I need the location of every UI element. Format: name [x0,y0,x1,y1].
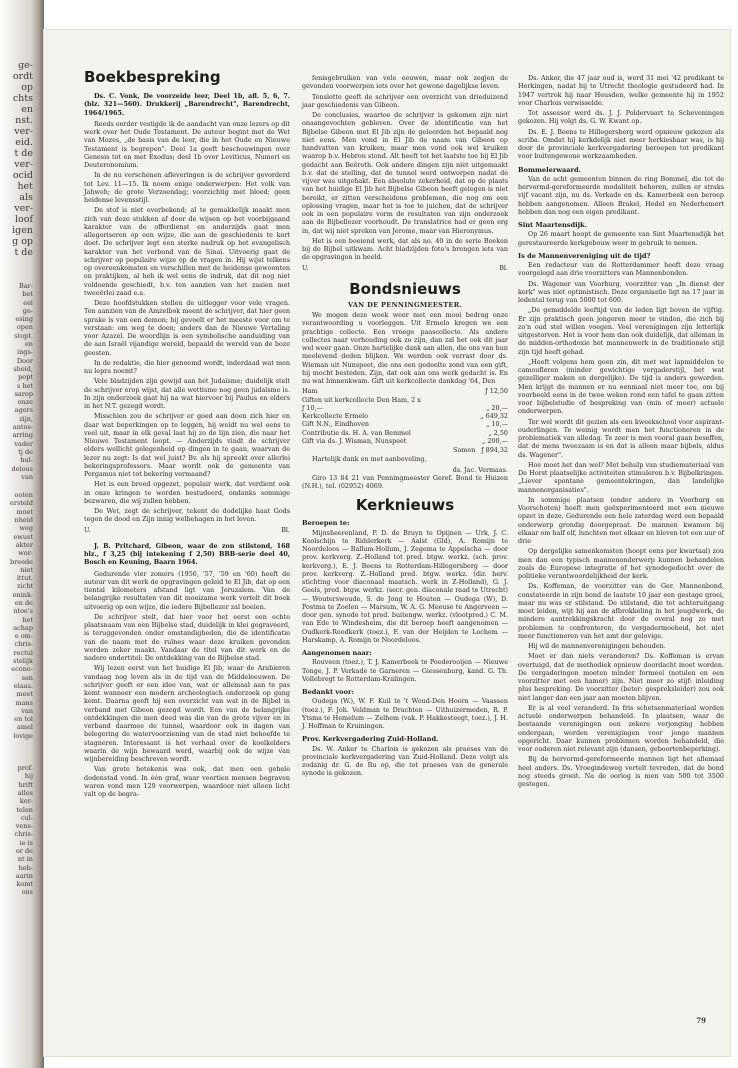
left-page-text-fragment: mans [15,698,33,707]
left-page-text-fragment: or de [15,847,33,855]
boekbespreking-heading: Boekbespreking [84,68,221,86]
left-page-text-fragment: en tol [14,715,33,724]
bommelerwaard-heading: Bommelerwaard. [518,165,581,174]
ledger-amount: „ 649,32 [480,412,508,420]
review-vonk-body [84,120,290,524]
ledger-row [302,387,508,395]
left-page-text-fragment: ver- [14,159,33,170]
review-pritchard-continued [302,74,508,262]
paragraph: Hij wil de mannenverenigingen behouden. [528,642,666,650]
review-pritchard-body [84,570,290,799]
left-page-text-fragment: niet [20,565,33,574]
donation-ledger [302,387,508,445]
paragraph: Moet er dan niets veranderen? Ds. Koffeman is ervan overtuigd, dat de methodiek opnieuw doordacht moet worden. De vergaderingen moeten minder formeel (notulen en een voorzitter met een hamer) zijn. Niet meer zo stijf: inleiding plus bespreking. De voorzitter (beter: gespreksleider) zou ook niet langer dan een jaar aan moeten blijven. [518,652,724,702]
left-page-text-fragment: ittut. [16,574,33,583]
left-page-text-fragment: en de [14,598,33,607]
left-page-text-fragment: econo- [11,665,33,674]
left-page-text-fragment: popt [18,373,33,382]
left-page-text-fragment: ver- [14,203,33,214]
left-page-text-fragment: ons [21,888,33,897]
left-page-text-fragment: ntoe's [13,607,33,616]
column-1 [84,66,290,800]
paragraph: Deze hoofdstukken stellen de uitlegger voor vele vragen. Ten aanzien van de Amzelbok meent de schrijver, dat hier geen sprake is van een demon; hij gevoelt er het meeste voor om te verstaan: om weg te doen; anders dan de Nieuwe Vertaling voor Azazel. De woordlijn is een symbolische aanduiding van de aan Israël vijandige wereld, bepaald de wereld van de boze geesten. [84,299,290,357]
left-page-text-fragment: cul- [20,813,33,822]
left-page-text-fragment: arring [12,431,33,440]
book-reference-vonk: Ds. C. Vonk, De voorzeide leer, Deel 1b, afl. 5, 6, 7. (blz. 321—560). Drukkerij „Barendrecht", Barendrecht, 1964/1965. [84,92,290,117]
left-page-text-fragment: agers [14,406,33,415]
paragraph: Gedurende vier zomers (1956, '57, '59 en '60) heeft de auteur van dit werk de opgravingen geleid te El Jib, dat op een tiental kilometers afstand ligt van Jeruzalem. Van de belangrijke resultaten van dit moeizame werk vertelt dit boek uitvoerig op een wijze, die iedere Bijbellezer zal boeien. [84,569,290,611]
paragraph: Vele bladzijden zijn gewijd aan het Judaïsme; duidelijk stelt de schrijver erop wijst, dat alle wettisme nog geen judaïsme is. In zijn onderzoek gaat hij na wat hiervoor bij Paulus en elders in het N.T. gezegd wordt. [84,377,290,410]
paragraph: De Wet, zegt de schrijver, tekent de dodelijke haat Gods tegen de dood en Zijn innig welbehagen in het leven. [84,507,290,524]
ledger-label: Contributie ds. H. A. van Bemmel [302,428,411,437]
left-page-text-fragment: sheid, [13,364,33,373]
book-reference-pritchard: J. B. Pritchard, Gibeon, waar de zon stilstond, 168 blz., f 3,25 (bij intekening f 2,50) BBB-serie deel 40, Bosch en Keuning, Baarn 1964. [84,541,290,567]
left-page-text-fragment: het [17,181,33,192]
sint-maartensdijk-text: Op 26 maart hoopt de gemeente van Sint Maartensdijk het gerestaureerde kerkgebouw weer in gebruik te nemen. [518,230,724,247]
kerknieuws-heading: Kerknieuws [355,496,455,515]
paragraph: We mogen deze week weer met een mooi bedrag onze verantwoording u voorleggen. Uit Ermelo kregen we een prachtige collecte. Een vroege paascollecte. Als andere collectes naar verhouding ook zo zijn, dan zal het ook dit jaar wel weer gaan. Onze hartelijke dank aan allen, die ons van hun meelevend deden blijken. We werden ook verrast door ds. Wieman uit Nunspeet, die ons een gedeelte zond van een gift, hij mocht besteden. Zijn, dat ook aan ons werk gedacht is. En nu wat binnenkwam. Gift uit kerkcollecte dankdag '64, Den [302,311,508,385]
left-page-text-fragment: telen [16,805,33,814]
left-page-text-fragment: van [21,706,33,715]
beroepen-heading: Beroepen te: [302,519,350,528]
left-page-text-fragment: rectul [13,648,33,657]
signature-initial: U. [84,525,91,534]
left-page-text-fragment: Bar- [19,282,33,290]
left-page-text-fragment: akter [15,540,33,549]
paragraph: De schrijver stelt, dat hier voor het eerst een echte plaatsnaam van een Bijbelse stad, duidelijk in klei gegraveerd, is teruggevonden onder omstandigheden, die de identificatie van de naam met de ruïnes waar deze kruiken gevonden werden zeker maakt. Vandaar de titel van dit werk en de nadere ondertitel: De ontdekking van de Bijbelse stad. [84,612,290,662]
review-signature [84,526,290,534]
aangenomen-text: Rouveen (toez.), T. J. Kamerbeek te Poederooijen — Nieuwe Tonge, J. P. Verkade te Garneren — Giessenburg, kand. G. Th. Vollebregt te Rotterdam-Kralingen. [302,658,508,683]
paragraph: Bij de hervormd-gereformeerde mannen ligt het allemaal heel anders. Ds. Vroegindeweg vertelt tevreden, dat de bond nog steeds groeit. Na de oorlog is men van 500 tot 3500 gestegen. [518,755,724,788]
left-page-text-fragment: chris- [14,830,33,839]
left-page-text-fragment: eid. [15,137,33,148]
left-page-text-fragment: eel [23,298,33,307]
bedankt-text: Oudega (W.), W. F. Kuil te 't Woud-Den Hoorn — Vaassen (toez.), F. Joh. Veldman te Drachten — Uithuizermeden, R. P. Ytsma te Hemelum — Zelhem (vak. P. Hakkesteegt, toez.), J. H. J. Hoffman te Kruiningen. [302,697,508,730]
paragraph: Ds. E. J. Beens te Hillegersberg werd opnieuw gekozen als scriba. Omdat hij kerkdelijk niet meer herkiesbaar was, is hij door de provinciale kerkvergadering beroepen tot predikant voor buitengewone werkzaamheden. [518,127,724,161]
paragraph: Ds. Koffeman, de voorzitter van de Ger. Mannenbond, constateerde in zijn bond de laatste 10 jaar een gestage groei, maar nu was er stilstand. De stilstand, die tot achteruitgang moet leiden, wijt hij aan de afbrokkeling in het jeugdwerk, de mindere aantrekkingskracht door de overal nog zo met problemen te confronteren, de vergadermoeheid, het niet meer functioneren van het amt der gelovige. [518,582,724,640]
paragraph: Ter wel wordt dit gezien als een kweekschool voor aspirant-ouderlingen. Te weinig wordt men het functioneren in de problematiek van alledag. Te zeer is men vooral gaan beseffen, dat de mens tweezaam is en dat is alleen maar bijbels, aldus ds. Wagener". [518,417,724,459]
total-amount: ƒ 894,32 [481,446,508,454]
left-page-text-fragment: loof [15,214,33,225]
left-page-text-fragment: en [21,104,33,115]
left-page-text-fragment: tj de [18,447,33,456]
thanks-line: Hartelijk dank en met aanbeveling, [312,455,427,464]
left-page-text-fragment: chts [12,93,33,104]
paragraph: fenisgebruiken van vele eeuwen, maar ook zegjen de gevonden voorwerpen iets over het gewone dagelijkse leven. [302,74,508,91]
ledger-label: Gift via ds. J. Wisman, Nunspeet [302,436,407,445]
left-page-text-fragment: hul- [20,456,33,465]
thanks-signature: ds. Jac. Vermaas. [452,465,508,474]
paragraph: Misschien zou de schrijver er goed aan doen zich hier en daar wat beperkingen op te leggen, hij weidt nu wel eens te veel uit, maar in elk geval laat hij zo de lijn zien, die naar het Nieuwe Testament loopt. — Anderzijds vindt de schrijver elders wellicht gelegenheid op dingen in te gaan, waarvan de lezer nu zegt: Is dat wel juist? Bv. als hij spreekt over allerlei bekeringsprofessors. Maar wordt ook de gemeente van Pergamus niet tot bekering vermaand? [84,412,290,478]
left-page-text-fragment: amel [17,723,33,732]
signature-author: Bl. [281,525,290,534]
paragraph: Op dergelijke samenkomsten (hoopt eens per kwartaal) zou men dan een typisch mannenonderwerp kunnen behandelen zoals de Europese integratie of het synodegedocht over de politieke verantwoordelijkheid der kerk. [518,547,724,580]
ledger-label: Ham [302,387,318,396]
left-page-text-fragment: onink- [12,590,33,599]
left-page-text-fragment: heb- [18,863,33,872]
bondsnieuws-body [302,311,508,385]
left-page-text-fragment: stopt. [14,331,33,340]
paragraph: Van grote betekenis was ook, dat men een gehele dodenstad vond. In één graf, waar veertien mensen begraven waren vond men 129 voorwerpen, waardoor niet alleen licht valt op de begra- [84,765,290,798]
paragraph: Ds. Anker, die 47 jaar oud is, werd 31 mei '42 predikant te Herkingen, nadat hij te Utrecht theologie gestudeerd had. In 1947 vertrok hij naar Heusden, welke gemeente hij in 1952 voor Charlois verwisselde. [518,74,724,107]
left-page-text-fragment: nheid [14,516,33,525]
ledger-amount: „ 20,— [486,403,508,412]
left-page-text-fragment: ewust [13,532,33,541]
paragraph: Hoe moet het dan wel? Met behulp van studiemateriaal van De Horst plaatselijke activiteiten stimuleren b.v. Bijbelkringen. „Liever spontane gemeentekringen, dan landelijke mannenorganisaties". [518,460,724,494]
signature-author: Bl. [499,263,508,272]
column-3 [518,74,724,790]
left-page-text-fragment: vader [14,439,33,448]
prov-kerkvergadering-heading: Prov. Kerkvergadering Zuid-Holland. [302,735,439,744]
paragraph: Tenslotte geeft de schrijver een overzicht van drieduizend jaar geschiedenis van Gibeon. [302,92,508,109]
left-page-text-fragment: breede [10,557,33,566]
paragraph: Een redacteur van de Rotterdammer heeft deze vraag voorgelegd aan drie voorzitters van Mannenbonden. [518,261,724,278]
left-page-text-fragment: e om- [14,632,33,641]
left-page-text-fragment: prof. [17,764,33,773]
left-page-text-fragment: meet [16,690,33,699]
left-page-text-fragment: weg [19,524,33,533]
left-page-text-fragment: achap [13,623,33,632]
left-page-text-fragment: wor- [18,549,33,558]
left-page-text-fragment: ker- [19,797,33,806]
left-page-text-fragment: sarop [14,389,33,398]
page-number: 79 [696,1016,706,1025]
left-page-text-fragment: antos- [12,423,33,432]
left-page-text-fragment: chris- [14,640,33,649]
left-page-text-fragment: moet [16,507,33,516]
left-page-text-fragment: bet [22,290,33,299]
left-page-text-fragment: t de [14,247,33,258]
left-page-text-fragment: vens- [15,822,33,831]
left-page-text-fragment: nt in [17,855,33,864]
total-label: Samen [453,446,476,454]
ledger-label: ƒ 10,— [302,403,323,412]
left-page-text-fragment: stelijk [13,657,33,666]
paragraph: Het is een boeiend werk, dat als no. 40 in de serie Boeken bij de Bijbel uitkwam. Acht bladzijden foto's brengen iets van de opgravingen in beeld. [302,236,508,262]
ledger-total [302,446,508,454]
left-page-text-fragment: het [22,615,33,624]
left-page-text-fragment: ersteld [10,499,33,508]
left-page-text-fragment: hij [24,772,33,781]
left-page-text-fragment: van [21,472,33,481]
mannenvereniging-body [518,261,724,788]
mannenvereniging-heading: Is de Mannenvereniging uit de tijd? [518,251,651,260]
left-page-text-fragment: alles [17,788,33,797]
left-page-text-fragment: hrift [18,780,33,789]
paragraph: Tot assessor werd ds. J. J. Poldervaart te Scheveningen gekozen. Hij volgt ds. G. W. Kwant op. [518,109,724,126]
ledger-amount [504,396,508,404]
bedankt-heading: Bedankt voor: [302,688,354,696]
paragraph: Ds. Wagener van Voorburg, voorzitter van „In dienst der kerk" was niet optimistisch. Deze organisatie ligt na 17 jaar in ledental terug van 5000 tot 600. [518,279,724,304]
giro-line: Giro 13 84 21 van Penningmeester Geref. Bond te Huizen (N.H.), tel. (02952) 4069. [302,473,508,490]
left-page-text-fragment: als [19,192,33,203]
anker-continued [518,74,724,161]
left-page-text-fragment: open [16,323,33,332]
bondsnieuws-heading: Bondsnieuws [349,279,461,298]
paragraph: In de nu verschenen afleveringen is de schrijver gevorderd tot Lev. 11—15. Ik noem enige onderwerpen: Het volk van Jahweh; de grote Verzoendag; voorzichtig met bloed; geen heidense levensstijl. [84,171,290,204]
left-page-text-fragment: ooten [14,491,33,500]
left-page-text-fragment: elaas. [13,681,33,690]
paragraph: Wij lezen eerst van het huidige El Jib, waar de Arabieren vandaag nog leven als in de tijd van de Middeleeuwen. De schrijver geeft er een idee van, wat er allemaal aan te pas komt wanneer een modern archeologisch onderzoek op gang komt. Daarna geeft hij een overzicht van wat in de Bijbel in verband met Gibeon gezegd wordt. Een van de belangrijke ontdekkingen die men deed was die van de grote vijver en in verband daarmee de tunnel, waardoor ook in dagen van belegering de watervoorziening van de stad niet behoefde te stagneren. Interessant is het verhaal over de koelkelders waarin de wijn bewaard werd, waarbij ook de wijze van wijnbereiding beschreven wordt. [84,664,290,763]
ledger-row [302,429,508,437]
paragraph: De conclusies, waartoe de schrijver is gekomen zijn niet onaangevochten gebleven. Over de identificatie van het Bijbelse Gibeon met El Jib zijn de geleerden het bepaald nog niet eens. Men vond in El Jib de naam van Gibeon op handvatten van kruiken, maar men vond ook wel kruiken waarop b.v. Hebron stond. Alt heeft tot het laatste toe bij El Jib gedacht aan Beëroth. Ook andere dingen zijn niet uitgemaakt b.v. dat de stelling, dat de tunnel werd ontworpen nadat de vijver was uitgehakt. Een absolute zekerheid, dat op de plaats van het huidige El Jib het Bijbelse Gibeon heeft gelegen is niet bereikt, er zitten verscheidene problemen, die nog om een oplossing vragen, maar het is toe te juichen, dat de schrijver ook in een populaire vorm de resultaten van zijn onderzoek aan de Bijbellezer voorhoudt. De translatrice had er geen erg in, dat wij niet spreken van Jerome, maar van Hieronymus. [302,111,508,235]
left-page-text-fragment: ge- [22,306,33,315]
left-page-text-fragment: t de [14,148,33,159]
beroepen-text: Mijnsheerenland, P. D. de Bruyn te Opijnen — Urk, J. C. Koolschijn te Ridderkerk — Aalst (Gld), A. Romijn te Noordeloos — Ballum-Hollum, J. Zegema te Appelscha — door prov. kerkverg. Z.-Holland tot pred. btgw. werkz. (sch. prov. kerkverg.), E. J. Beens te Rotterdam-Hillegersberg — door prov. kerkverg. Z.-Holland pred. btgw. werkz. (dir. herv. stichting voor diaconaal maatsch. werk in Z-Holland), G. J. Geels, pred. btgw. werkz. (secr. gen. diaconale raad te Utrecht) — Wouterswoude, S. de Jong te Houten — Oudega (W), D. Postma te Zoelen — Marsum, W. A. G. Meeuse te Angerveen — door gen. synode tot pred. buitengw. werkz. (vlootpred.) C. M. van Ede te Windesheim, die dit beroep heeft aangenomen — Oudkerk-Roodkerk (toez.), F. van der Heijden te Lochem — Harskamp, A. Romijn te Noordeloos. [302,528,508,644]
review-signature [302,264,508,272]
left-page-text-fragment: ie is [19,838,33,847]
left-page-text-fragment: lovige [13,731,33,740]
paragraph: „De gemiddelde leeftijd van de leden ligt boven de vijftig. Er zijn praktisch geen jongeren meer te vinden, die zich bij zo'n oud stel willen voegen. Veel verenigingen zijn letterlijk uitgestorven. Het is voor hem dan ook duidelijk, dat alleman in de midden-orthodoxie het mannenwerk in de traditionele stijl zijn tijd heeft gehad. [518,306,724,356]
left-page-text-fragment: igen [12,225,33,236]
left-page-fragments [0,60,36,1040]
left-page-text-fragment: delous [11,464,33,473]
sint-maartensdijk-heading: Sint Maartensdijk. [518,221,587,229]
left-page-text-fragment: ge- [18,60,33,71]
ledger-amount: „ 10,— [486,420,508,429]
paragraph: Er is al veel veranderd. In fris schetsenmateriaal worden actuele onderwerpen behandeld. In plaatsen, waar de bestaande verenigingen een zekere verjonging hebben ondergaan, worden verenigingen voor jonge mannen opgericht. Daar kunnen problemen worden behandeld, die voor ouderen niet relevant zijn (dansen, geboortenbeperking). [518,703,724,753]
paragraph: In de redaktie, die hier genoemd wordt, inderdaad wat men nu lepra noemt? [84,358,290,375]
left-page-text-fragment: op [21,82,33,93]
ledger-row [302,404,508,412]
left-page-text-fragment: ings- [17,348,33,357]
ledger-amount: „ 200,— [482,436,508,445]
left-page-text-fragment: esing [15,315,33,324]
ledger-row [302,420,508,428]
paragraph: Het is een breed opgezet, populair werk, dat verdient ook in onze kringen te worden bestudeerd, ondanks sommige bezwaren, die wij zullen hebben. [84,480,290,505]
left-page-text-fragment: ocid [12,170,33,181]
left-page-text-fragment: s het [16,381,33,390]
magazine-page [44,30,730,1056]
left-page-text-fragment: g op [12,236,33,247]
left-page-text-fragment: ordt [12,71,33,82]
prov-kerkvergadering-text: Ds. W. Anker te Charlois is gekozen als praeses van de provinciale kerkvergadering van Zuid-Holland. Deze volgt als zodanig dr. G. de Ru op, die tot praeses van de generale synode is gekozen. [302,744,508,778]
left-page-text-fragment: sen [21,673,33,682]
ledger-row [302,412,508,420]
penningmeester-subheading: VAN DE PENNINGMEESTER. [347,300,463,309]
left-page-text-fragment: onze [17,398,33,407]
left-page-text-fragment: zicht [17,582,33,591]
left-page-text-fragment: aarin [15,871,33,880]
aangenomen-heading: Aangenomen naar: [302,649,372,657]
left-page-text-fragment: Door [16,356,33,365]
ledger-amount: „ 2,50 [488,428,508,437]
ledger-row [302,396,508,404]
paragraph: Reeds eerder vestigde ik de aandacht van onze lezers op dit werk over het Oude Testament. De auteur begint met de Wet van Mozes, „de basis van de leer, die in het Oude en Nieuwe Testament is begrepen". Deel 1a geeft beschouwingen over Genesis tot en met Exodus; deel 1b over Leviticus, Numeri en Deuteronomium. [84,119,290,169]
signature-initial: U. [302,263,309,272]
paragraph: In sommige plaatsen (onder andere in Voorburg en Voorschoten) heeft men geëxperimenteerd met een nieuwe opzet in deze. Gedurende een hele zaterdag werd een bepaald onderwerp grondig doorgepraat. De mannen kwamen bij elkaar om half elf, lunchten met elkaar en bleven tot een uur of drie [518,495,724,545]
paragraph: „Heeft volgens hem geen zin, dit met wat lapmiddelen te camoufleren (minder gewichtige vergaderstijl, het wat gezelliger maken en dergelijke). De tijd is anders geworden. Men krijgt de mannen er nu eenmaal niet meer toe, om bij voorbeeld eens in de twee weken rond een tafel te gaan zitten voor bijbelstudie of bespreking van (min of meer) actuele onderwerpen. [518,357,724,416]
left-page-text-fragment: en [24,340,33,349]
ledger-label: Giften uit kerkcollecte Den Ham, 2 x [302,395,421,404]
ledger-label: Kerkcollecte Ermelo [302,412,369,420]
ledger-amount: ƒ 12,50 [485,387,508,396]
left-page-text-fragment: zijn, [19,414,33,423]
left-page-text-fragment: nst. [15,115,33,126]
left-page-text-fragment: komt [16,880,33,889]
left-page-text-fragment: ver- [14,126,33,137]
column-2 [302,74,508,780]
paragraph: De stof is niet overbekend; al te gemakkelijk maakt men zich van deze stukken af door de wijsen op het voorbijgaand karakter van de offerdienst en anderzijds gaat men allegoriseren op een wijze, die aan de geschiedenis te kort doet. De schrijver legt een sterke nadruk op het evangelisch karakter van het verbond van de Sinaï. Uitvoerig gaat de schrijver op populaire wijze op de vragen in. Hij wijst telkens op overeenkomsten en verschillen met de heidense gewoonten en praktijken, al heb ik wel eens de indruk, dat dit nog niet voldoende geschiedt, b.v. ten aanzien van het zaaien met tweeërlei zaad e.a. [84,206,290,297]
ledger-label: Gift N.N., Eindhoven [302,420,369,429]
ledger-row [302,437,508,445]
bommelerwaard-text: Van de acht gemeenten binnen de ring Bommel, die tot de hervormd-gereformeerde modaliteit behoren, zullen er straks vijf vacant zijn, nu ds. Verkade en ds. Kamerbeek een beroep hebben aangenomen. Alleen Brakel, Hedel en Nederhemert hebben dan nog een eigen predikant. [518,174,724,216]
